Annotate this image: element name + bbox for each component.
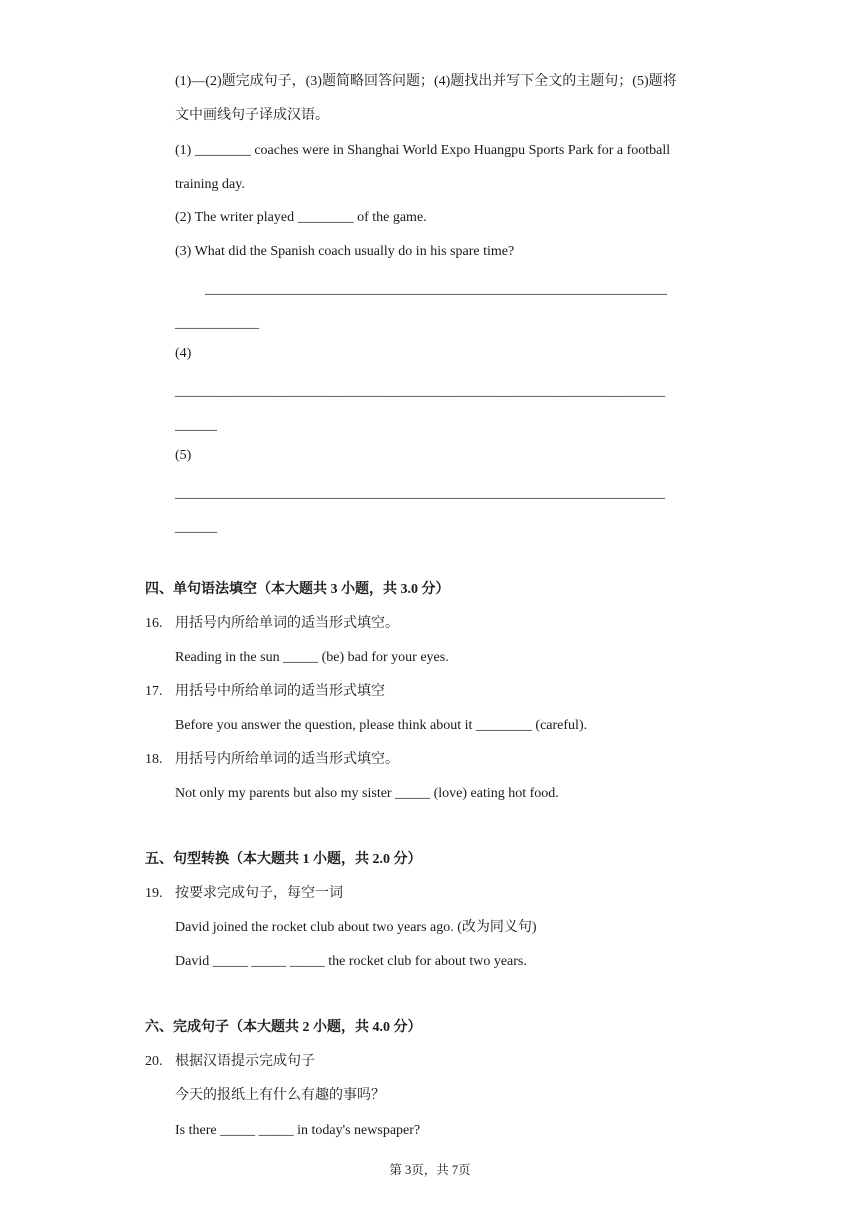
question-20-prompt: 根据汉语提示完成句子 bbox=[175, 1054, 315, 1069]
question-18-number: 18. bbox=[145, 752, 163, 767]
question-3: (3) What did the Spanish coach usually do in his spare time? bbox=[175, 244, 515, 259]
question-4-answer-line-2: ______ bbox=[175, 418, 217, 433]
section-6-heading bbox=[145, 1018, 422, 1038]
section-4-heading-mid: 小题，共 bbox=[337, 582, 401, 597]
section-4-question-count: 3 bbox=[330, 582, 338, 597]
section-4-heading-suffix: 分） bbox=[418, 582, 450, 597]
question-20-number: 20. bbox=[145, 1054, 163, 1069]
section-5-score: 2.0 bbox=[372, 852, 390, 867]
question-19-number: 19. bbox=[145, 886, 163, 901]
question-5-answer-line-2: ______ bbox=[175, 520, 217, 535]
question-1-line-1: (1) ________ coaches were in Shanghai World Expo Huangpu Sports Park for a football bbox=[175, 143, 671, 158]
question-20-sentence: Is there _____ _____ in today's newspaper? bbox=[175, 1123, 421, 1138]
section-5-heading bbox=[145, 850, 422, 870]
question-18-sentence: Not only my parents but also my sister _____ (love) eating hot food. bbox=[175, 786, 559, 801]
question-5-answer-line-1: ______________________________________________________________________ bbox=[175, 486, 665, 501]
question-19-answer: David _____ _____ _____ the rocket club for about two years. bbox=[175, 954, 527, 969]
question-17-number: 17. bbox=[145, 684, 163, 699]
reading-instructions-line-1: (1)—(2)题完成句子，(3)题简略回答问题；(4)题找出并写下全文的主题句；(5)题将 bbox=[175, 74, 677, 89]
question-5-label: (5) bbox=[175, 448, 192, 463]
question-4-label: (4) bbox=[175, 346, 192, 361]
question-3-answer-line-1: __________________________________________________________________ bbox=[205, 282, 667, 297]
question-17-sentence: Before you answer the question, please think about it ________ (careful). bbox=[175, 718, 588, 733]
section-6-score: 4.0 bbox=[372, 1020, 390, 1035]
page-number-footer: 第 3页，共 7页 bbox=[389, 1163, 471, 1177]
question-17-prompt: 用括号中所给单词的适当形式填空 bbox=[175, 684, 385, 699]
section-5-heading-prefix: 五、句型转换（本大题共 bbox=[145, 852, 303, 867]
question-1-line-2: training day. bbox=[175, 177, 245, 192]
question-18-prompt: 用括号内所给单词的适当形式填空。 bbox=[175, 752, 399, 767]
section-6-question-count: 2 bbox=[302, 1020, 310, 1035]
question-19-prompt: 按要求完成句子，每空一词 bbox=[175, 886, 343, 901]
question-20-chinese: 今天的报纸上有什么有趣的事吗？ bbox=[175, 1088, 385, 1103]
reading-instructions-line-2: 文中画线句子译成汉语。 bbox=[175, 108, 329, 123]
question-3-answer-line-2: ____________ bbox=[175, 316, 259, 331]
question-16-sentence: Reading in the sun _____ (be) bad for your eyes. bbox=[175, 650, 449, 665]
section-6-heading-suffix: 分） bbox=[390, 1020, 422, 1035]
section-4-heading bbox=[145, 580, 450, 600]
section-6-heading-mid: 小题，共 bbox=[309, 1020, 373, 1035]
question-4-answer-line-1: ______________________________________________________________________ bbox=[175, 384, 665, 399]
section-4-score: 3.0 bbox=[400, 582, 418, 597]
section-5-heading-suffix: 分） bbox=[390, 852, 422, 867]
question-16-number: 16. bbox=[145, 616, 163, 631]
question-2: (2) The writer played ________ of the game. bbox=[175, 210, 427, 225]
question-16-prompt: 用括号内所给单词的适当形式填空。 bbox=[175, 616, 399, 631]
section-6-heading-prefix: 六、完成句子（本大题共 bbox=[145, 1020, 303, 1035]
question-19-sentence: David joined the rocket club about two years ago. (改为同义句) bbox=[175, 920, 537, 935]
section-4-heading-prefix: 四、单句语法填空（本大题共 bbox=[145, 582, 331, 597]
section-5-question-count: 1 bbox=[302, 852, 310, 867]
section-5-heading-mid: 小题，共 bbox=[309, 852, 373, 867]
